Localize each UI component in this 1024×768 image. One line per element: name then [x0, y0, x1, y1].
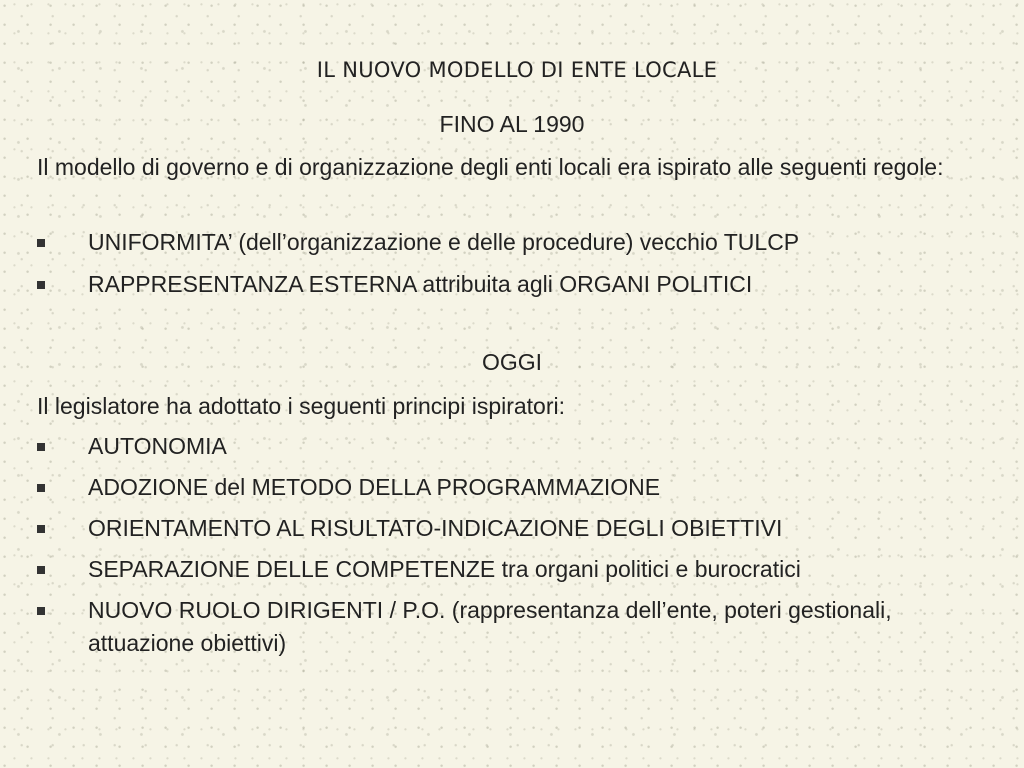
list-item-text: ADOZIONE del METODO DELLA PROGRAMMAZIONE — [88, 474, 661, 500]
square-bullet-icon — [37, 281, 45, 289]
square-bullet-icon — [37, 525, 45, 533]
list-item-text: SEPARAZIONE DELLE COMPETENZE tra organi politici e burocratici — [88, 556, 801, 582]
section2-intro-text: Il legislatore ha adottato i seguenti principi ispiratori: — [37, 393, 566, 419]
square-bullet-icon — [37, 443, 45, 451]
square-bullet-icon — [37, 484, 45, 492]
slide-title: IL NUOVO MODELLO DI ENTE LOCALE — [316, 58, 718, 82]
section-heading-oggi: OGGI — [481, 349, 543, 375]
square-bullet-icon — [37, 607, 45, 615]
section1-intro-text: Il modello di governo e di organizzazione degli enti locali era ispirato alle seguenti regole: — [37, 154, 944, 180]
list-item-text: NUOVO RUOLO DIRIGENTI / P.O. (rappresentanza dell’ente, poteri gestionali, attuazione obiettivi) — [88, 597, 892, 656]
list-item-text: UNIFORMITA’ (dell’organizzazione e delle procedure) vecchio TULCP — [88, 229, 800, 255]
list-item-text: ORIENTAMENTO AL RISULTATO-INDICAZIONE DEGLI OBIETTIVI — [88, 515, 783, 541]
square-bullet-icon — [37, 566, 45, 574]
section-heading-fino-al-1990: FINO AL 1990 — [439, 111, 585, 137]
square-bullet-icon — [37, 239, 45, 247]
list-item-text: RAPPRESENTANZA ESTERNA attribuita agli ORGANI POLITICI — [88, 271, 753, 297]
list-item-text: AUTONOMIA — [88, 433, 227, 459]
